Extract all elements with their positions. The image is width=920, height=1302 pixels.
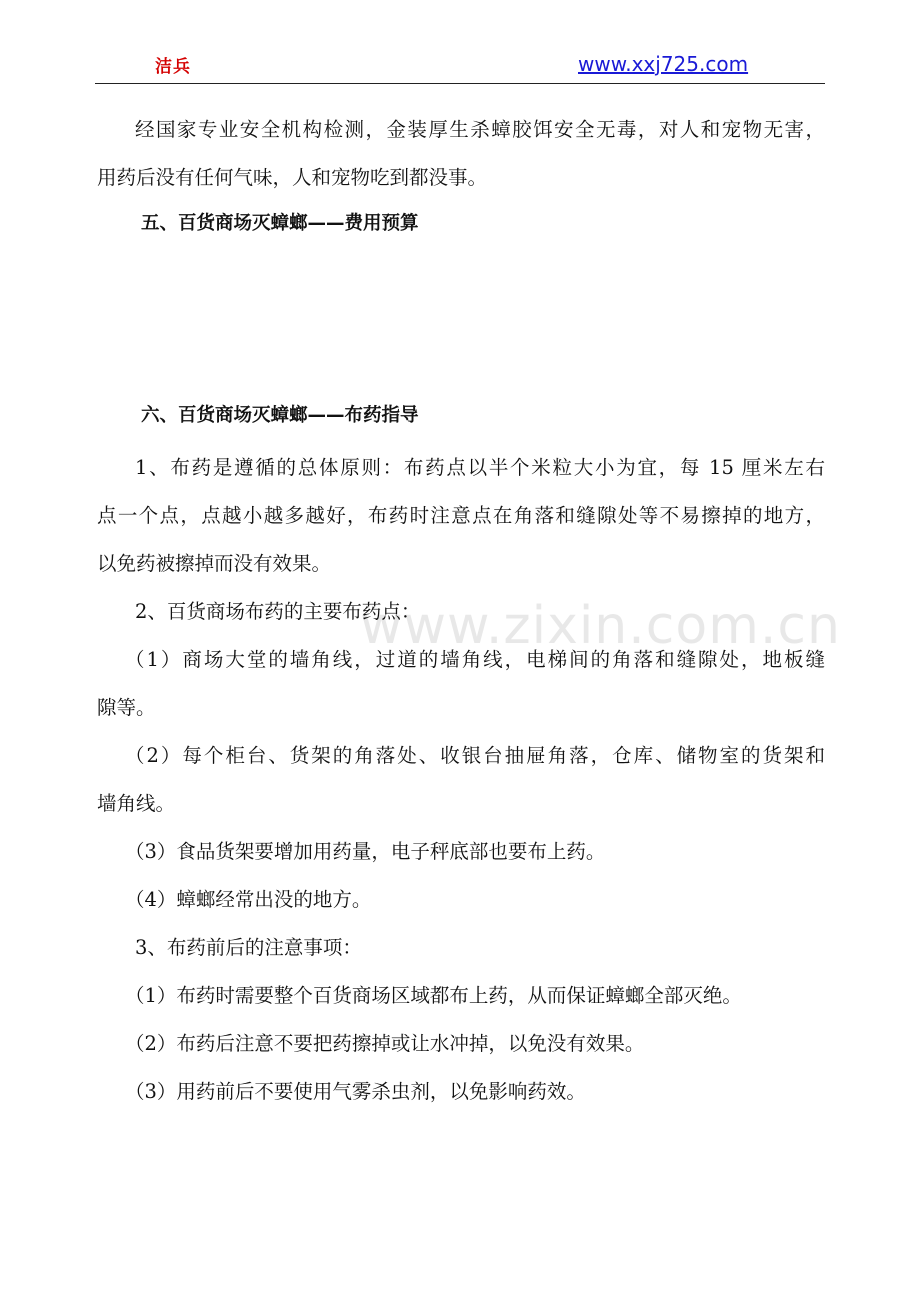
paragraph-safety-line-1: 经国家专业安全机构检测，金装厚生杀蟑胶饵安全无毒，对人和宠物无害， [135,118,825,141]
list-item-1-line-1: （1）商场大堂的墙角线，过道的墙角线，电梯间的角落和缝隙处，地板缝 [125,648,825,671]
header-logo: 洁兵 [155,57,191,77]
header-url-link[interactable]: www.xxj725.com [578,52,749,76]
list-item-1-line-2: 隙等。 [97,696,156,719]
paragraph-safety-line-2: 用药后没有任何气味，人和宠物吃到都没事。 [97,166,488,189]
precaution-item-2: （2）布药后注意不要把药擦掉或让水冲掉，以免没有效果。 [125,1032,645,1055]
list-item-3: （3）食品货架要增加用药量，电子秤底部也要布上药。 [125,840,606,863]
list-item-2-line-2: 墙角线。 [97,792,176,815]
paragraph-principle-line-2: 点一个点，点越小越多越好，布药时注意点在角落和缝隙处等不易擦掉的地方， [97,504,825,527]
precaution-item-1: （1）布药时需要整个百货商场区域都布上药，从而保证蟑螂全部灭绝。 [125,984,742,1007]
precaution-item-3: （3）用药前后不要使用气雾杀虫剂，以免影响药效。 [125,1080,586,1103]
paragraph-main-points: 2、百货商场布药的主要布药点： [135,600,421,623]
list-item-4: （4）蟑螂经常出没的地方。 [125,888,372,911]
paragraph-principle-line-1: 1、布药是遵循的总体原则：布药点以半个米粒大小为宜，每 15 厘米左右 [135,456,825,479]
section-heading-budget: 五、百货商场灭蟑螂——费用预算 [141,213,419,234]
header-divider [95,83,825,84]
watermark: www.zixin.com.cn [360,596,841,656]
paragraph-precautions: 3、布药前后的注意事项： [135,936,362,959]
list-item-2-line-1: （2）每个柜台、货架的角落处、收银台抽屉角落，仓库、储物室的货架和 [125,744,825,767]
paragraph-principle-line-3: 以免药被擦掉而没有效果。 [97,552,332,575]
section-heading-guide: 六、百货商场灭蟑螂——布药指导 [141,405,419,426]
